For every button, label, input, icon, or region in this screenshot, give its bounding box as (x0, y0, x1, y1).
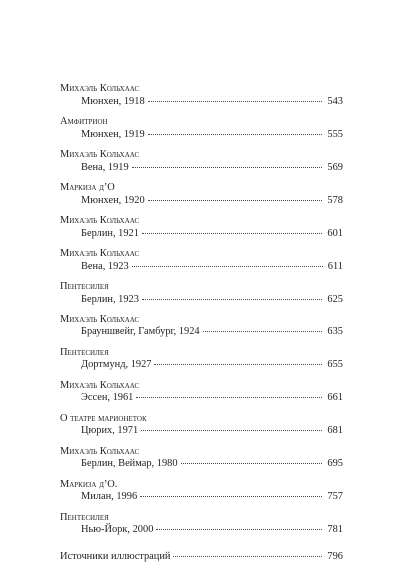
entry-line (60, 359, 343, 372)
table-of-contents (60, 83, 343, 564)
entry-place: Нью-Йорк, 2000 (81, 524, 154, 536)
entry-title: Михаэль Кольхаас (60, 379, 140, 391)
entry-place: Дортмунд, 1927 (81, 359, 152, 371)
entry-place: Мюнхен, 1919 (81, 128, 145, 140)
toc-entry (60, 248, 343, 273)
entry-title: Пентесилея (60, 280, 109, 292)
dot-leader (140, 496, 322, 497)
entry-line (60, 261, 343, 274)
sources-entry (60, 551, 343, 564)
entry-page: 681 (327, 425, 343, 437)
toc-entry (60, 380, 343, 405)
entry-page: 601 (327, 227, 343, 239)
dot-leader (148, 101, 323, 102)
entry-page: 757 (327, 491, 343, 503)
entry-place: Мюнхен, 1918 (81, 95, 145, 107)
entry-place: Вена, 1923 (81, 260, 129, 272)
entry-title: Михаэль Кольхаас (60, 214, 140, 226)
toc-entry (60, 182, 343, 207)
entry-place: Берлин, 1923 (81, 293, 139, 305)
toc-entry (60, 116, 343, 141)
dot-leader (132, 266, 323, 267)
entry-line (60, 491, 343, 504)
entry-title: Михаэль Кольхаас (60, 83, 140, 94)
entry-place: Цюрих, 1971 (81, 425, 139, 437)
entry-title: Михаэль Кольхаас (60, 247, 140, 259)
dot-leader (181, 463, 323, 464)
dot-leader (154, 364, 322, 365)
entry-page: 543 (327, 95, 343, 107)
entry-place: Эссен, 1961 (81, 392, 134, 404)
entry-title: Михаэль Кольхаас (60, 313, 140, 325)
dot-leader (173, 556, 322, 557)
entry-place: Вена, 1919 (81, 161, 129, 173)
entry-page: 695 (327, 458, 343, 470)
dot-leader (203, 331, 323, 332)
entry-title: Маркиза д’О (60, 181, 115, 193)
dot-leader (142, 299, 322, 300)
toc-entry (60, 479, 343, 504)
entry-place: Милан, 1996 (81, 491, 138, 503)
entry-page: 661 (327, 392, 343, 404)
toc-entry (60, 215, 343, 240)
entry-place: Берлин, Веймар, 1980 (81, 458, 178, 470)
dot-leader (148, 200, 323, 201)
entry-line (60, 195, 343, 208)
entry-title: Пентесилея (60, 511, 109, 523)
entry-line (60, 294, 343, 307)
entry-line (60, 458, 343, 471)
entry-place: Берлин, 1921 (81, 227, 139, 239)
entry-page: 655 (327, 359, 343, 371)
dot-leader (148, 134, 323, 135)
toc-entry (60, 347, 343, 372)
entry-line (60, 96, 343, 109)
entry-line (60, 392, 343, 405)
entry-line (60, 228, 343, 241)
entry-line (60, 129, 343, 142)
dot-leader (141, 430, 322, 431)
toc-entry (60, 281, 343, 306)
entry-place: Мюнхен, 1920 (81, 194, 145, 206)
toc-entry (60, 446, 343, 471)
toc-entry (60, 149, 343, 174)
entry-title: Михаэль Кольхаас (60, 445, 140, 457)
sources-page: 796 (327, 550, 343, 562)
dot-leader (136, 397, 322, 398)
entry-title: Маркиза д’О. (60, 478, 118, 490)
dot-leader (132, 167, 323, 168)
toc-entry (60, 512, 343, 537)
entry-page: 635 (327, 326, 343, 338)
entry-title: О театре марионеток (60, 412, 147, 424)
entry-line (60, 162, 343, 175)
entry-page: 569 (327, 161, 343, 173)
entry-line (60, 524, 343, 537)
toc-entry (60, 83, 343, 108)
toc-entry (60, 413, 343, 438)
entry-page: 578 (327, 194, 343, 206)
entry-title: Амфитрион (60, 115, 108, 127)
sources-label: Источники иллюстраций (60, 550, 171, 562)
dot-leader (142, 233, 322, 234)
dot-leader (156, 529, 322, 530)
entry-title: Михаэль Кольхаас (60, 148, 140, 160)
entry-page: 781 (327, 524, 343, 536)
toc-entry (60, 314, 343, 339)
entry-page: 611 (327, 260, 343, 272)
entry-place: Брауншвейг, Гамбург, 1924 (81, 326, 200, 338)
entry-line (60, 326, 343, 339)
entry-page: 625 (327, 293, 343, 305)
entry-line (60, 425, 343, 438)
entry-title: Пентесилея (60, 346, 109, 358)
entry-page: 555 (327, 128, 343, 140)
